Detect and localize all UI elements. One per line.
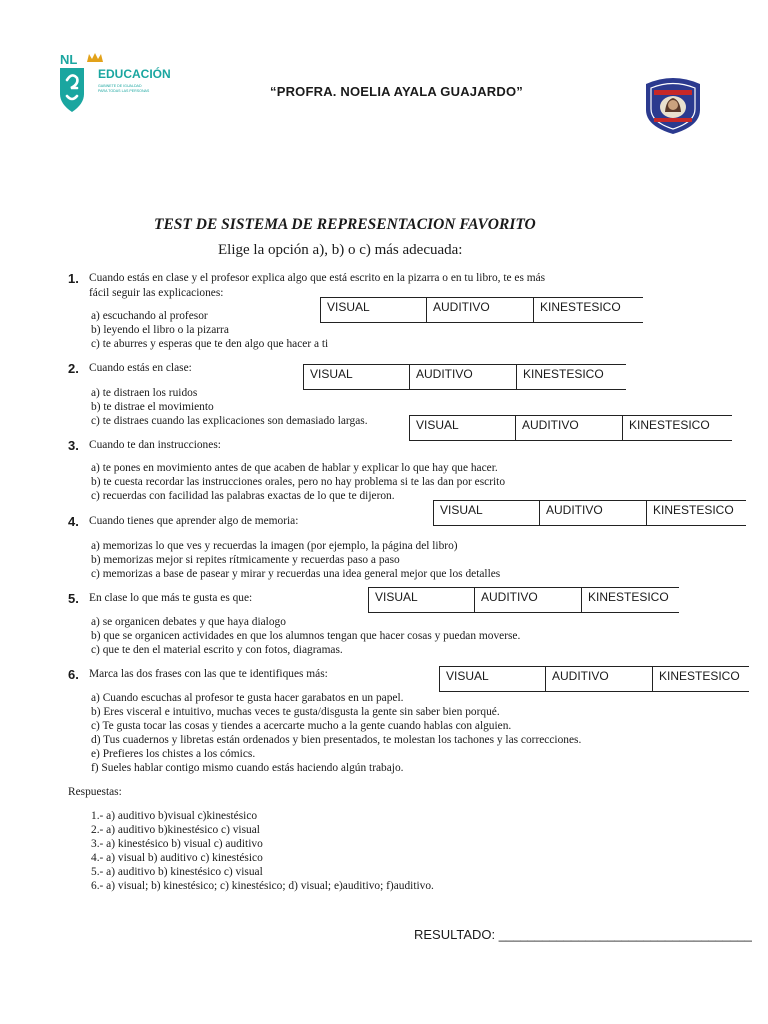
choice-label: KINESTESICO [540, 300, 621, 314]
option-c: c) que te den el material escrito y con fotos, diagramas. [91, 644, 343, 656]
choice-label: KINESTESICO [523, 367, 604, 381]
answer-item: 3.- a) kinestésico b) visual c) auditivo [91, 838, 263, 850]
test-instructions: Elige la opción a), b) o c) más adecuada: [218, 242, 463, 258]
test-title: TEST DE SISTEMA DE REPRESENTACION FAVORITO [154, 216, 536, 233]
choice-auditivo[interactable] [427, 297, 534, 323]
choice-label: VISUAL [446, 669, 489, 683]
question-number: 6. [68, 667, 79, 682]
choice-label: VISUAL [416, 418, 459, 432]
choice-box-q2b [409, 415, 732, 442]
option-c: c) Te gusta tocar las cosas y tiendes a acercarte mucho a la gente cuando hablas con alguien. [91, 720, 512, 732]
answer-item: 5.- a) auditivo b) kinestésico c) visual [91, 866, 263, 878]
question-text-continued: fácil seguir las explicaciones: [89, 287, 224, 299]
question-text: Cuando tienes que aprender algo de memoria: [89, 515, 299, 527]
choice-visual[interactable] [409, 415, 516, 441]
choice-kinestesico[interactable] [647, 500, 746, 526]
answer-item: 1.- a) auditivo b)visual c)kinestésico [91, 810, 258, 822]
choice-kinestesico[interactable] [623, 415, 732, 441]
answer-item: 2.- a) auditivo b)kinestésico c) visual [91, 824, 260, 836]
choice-label: AUDITIVO [416, 367, 473, 381]
choice-label: KINESTESICO [653, 503, 734, 517]
option-b: b) leyendo el libro o la pizarra [91, 324, 229, 336]
option-d: d) Tus cuadernos y libretas están ordenados y bien presentados, te molestan los tachones y las correcciones. [91, 734, 582, 746]
question-number: 4. [68, 514, 79, 529]
logo-brand-text: EDUCACIÓN [98, 67, 171, 81]
choice-auditivo[interactable] [540, 500, 647, 526]
choice-box-q6 [439, 666, 762, 693]
choice-auditivo[interactable] [475, 587, 582, 613]
choice-visual[interactable] [439, 666, 546, 692]
choice-box-q1 [320, 297, 643, 324]
question-text: En clase lo que más te gusta es que: [89, 592, 253, 604]
choice-visual[interactable] [303, 364, 410, 390]
choice-label: VISUAL [310, 367, 353, 381]
choice-box-q3 [433, 500, 756, 527]
choice-auditivo[interactable] [546, 666, 653, 692]
option-a: a) escuchando al profesor [91, 310, 208, 322]
choice-kinestesico[interactable] [534, 297, 643, 323]
choice-label: KINESTESICO [629, 418, 710, 432]
choice-label: KINESTESICO [588, 590, 669, 604]
choice-visual[interactable] [433, 500, 540, 526]
option-a: a) te pones en movimiento antes de que acaben de hablar y explicar lo que hay que hacer. [91, 462, 498, 474]
choice-auditivo[interactable] [516, 415, 623, 441]
question-text: Marca las dos frases con las que te identifiques más: [89, 668, 328, 680]
option-b: b) que se organicen actividades en que los alumnos tengan que hacer cosas y puedan moverse. [91, 630, 521, 642]
choice-label: AUDITIVO [481, 590, 538, 604]
question-text: Cuando estás en clase: [89, 362, 192, 374]
choice-kinestesico[interactable] [517, 364, 626, 390]
option-b: b) te cuesta recordar las instrucciones orales, pero no hay problema si te las dan por escrito [91, 476, 506, 488]
option-b: b) Eres visceral e intuitivo, muchas veces te gusta/disgusta la gente sin saber bien porqué. [91, 706, 500, 718]
choice-label: AUDITIVO [552, 669, 609, 683]
nl-educacion-logo [58, 52, 193, 118]
choice-label: AUDITIVO [522, 418, 579, 432]
option-c: c) te aburres y esperas que te den algo que hacer a ti [91, 338, 329, 350]
option-c: c) recuerdas con facilidad las palabras exactas de lo que te dijeron. [91, 490, 395, 502]
choice-label: AUDITIVO [433, 300, 490, 314]
choice-visual[interactable] [368, 587, 475, 613]
school-seal-icon [640, 74, 706, 136]
choice-label: AUDITIVO [546, 503, 603, 517]
question-number: 2. [68, 361, 79, 376]
option-a: a) se organicen debates y que haya dialogo [91, 616, 286, 628]
result-field[interactable]: RESULTADO: ___________________________________ [414, 927, 752, 942]
option-a: a) memorizas lo que ves y recuerdas la imagen (por ejemplo, la página del libro) [91, 540, 458, 552]
logo-nl-text: NL [60, 52, 78, 67]
choice-label: VISUAL [327, 300, 370, 314]
answers-title: Respuestas: [68, 786, 122, 798]
logo-tagline-1: GABINETE DE IGUALDAD [98, 84, 142, 88]
choice-kinestesico[interactable] [653, 666, 749, 692]
choice-auditivo[interactable] [410, 364, 517, 390]
choice-label: KINESTESICO [659, 669, 740, 683]
option-c: c) te distraes cuando las explicaciones son demasiado largas. [91, 415, 368, 427]
choice-box-q5 [368, 587, 691, 614]
question-number: 5. [68, 591, 79, 606]
answer-item: 6.- a) visual; b) kinestésico; c) kinestésico; d) visual; e)auditivo; f)auditivo. [91, 880, 434, 892]
answer-item: 4.- a) visual b) auditivo c) kinestésico [91, 852, 263, 864]
option-b: b) te distrae el movimiento [91, 401, 214, 413]
question-text: Cuando te dan instrucciones: [89, 439, 221, 451]
option-f: f) Sueles hablar contigo mismo cuando estás haciendo algún trabajo. [91, 762, 404, 774]
question-number: 3. [68, 438, 79, 453]
header-title: “PROFRA. NOELIA AYALA GUAJARDO” [270, 84, 523, 99]
choice-label: VISUAL [375, 590, 418, 604]
choice-label: VISUAL [440, 503, 483, 517]
choice-box-q2a [303, 364, 626, 391]
option-c: c) memorizas a base de pasear y mirar y recuerdas una idea general mejor que los detalles [91, 568, 501, 580]
option-a: a) te distraen los ruidos [91, 387, 198, 399]
question-number: 1. [68, 271, 79, 286]
option-b: b) memorizas mejor si repites rítmicamente y recuerdas paso a paso [91, 554, 400, 566]
option-e: e) Prefieres los chistes a los cómics. [91, 748, 256, 760]
question-text: Cuando estás en clase y el profesor explica algo que está escrito en la pizarra o en tu libro, te es más [89, 272, 546, 284]
choice-kinestesico[interactable] [582, 587, 679, 613]
option-a: a) Cuando escuchas al profesor te gusta hacer garabatos en un papel. [91, 692, 404, 704]
choice-visual[interactable] [320, 297, 427, 323]
logo-tagline-2: PARA TODAS LAS PERSONAS [98, 89, 150, 93]
